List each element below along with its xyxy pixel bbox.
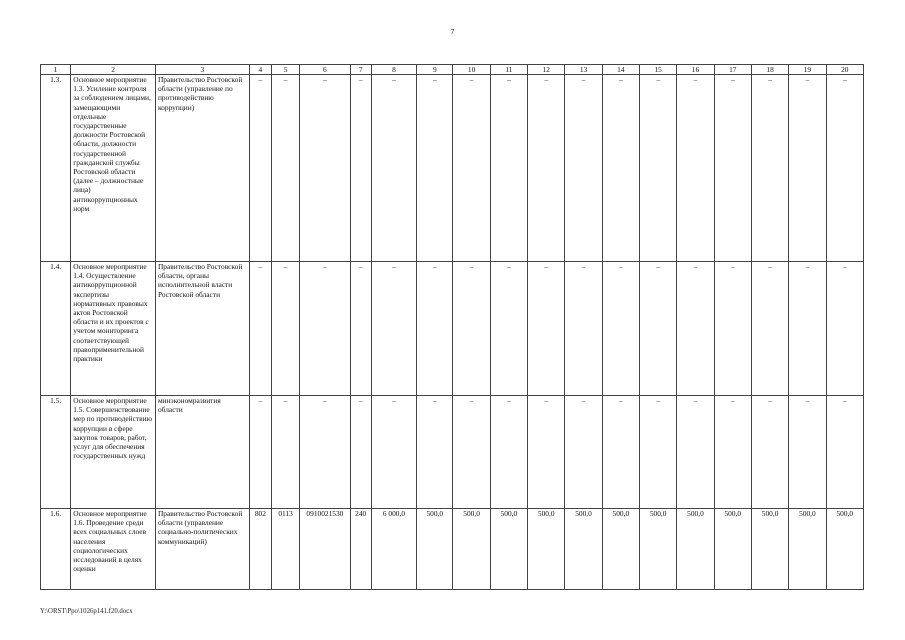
value-cell: – <box>602 396 639 509</box>
value-cell: – <box>751 396 788 509</box>
program-table <box>40 64 864 590</box>
value-cell: – <box>789 262 826 396</box>
value-cell: – <box>826 396 863 509</box>
value-cell: – <box>417 262 453 396</box>
column-header-11: 11 <box>490 65 527 75</box>
value-cell: – <box>350 396 371 509</box>
column-header-2: 2 <box>71 65 156 75</box>
value-cell: – <box>565 262 602 396</box>
value-cell: – <box>528 262 565 396</box>
value-cell: – <box>453 75 490 262</box>
value-cell: – <box>490 75 527 262</box>
value-cell: – <box>371 262 416 396</box>
value-cell: – <box>640 262 677 396</box>
value-cell: – <box>300 262 350 396</box>
value-cell: – <box>528 396 565 509</box>
value-cell: – <box>249 75 271 262</box>
value-cell: 500,0 <box>677 509 714 590</box>
value-cell: – <box>714 396 751 509</box>
executor: Правительство Ростовской области (управление по противодействию коррупции) <box>155 75 249 262</box>
value-cell: – <box>751 262 788 396</box>
value-cell: – <box>751 75 788 262</box>
value-cell: – <box>565 75 602 262</box>
value-cell: 500,0 <box>789 509 826 590</box>
column-header-5: 5 <box>271 65 299 75</box>
value-cell: – <box>714 262 751 396</box>
value-cell: 0113 <box>271 509 299 590</box>
column-header-13: 13 <box>565 65 602 75</box>
value-cell: – <box>640 75 677 262</box>
value-cell: 500,0 <box>640 509 677 590</box>
activity-name: Основное мероприятие 1.4. Осуществление антикоррупционной экспертизы нормативных правовых актов Ростовской области и их проектов с учетом мониторинга соответствующей правоприменительной практики <box>71 262 156 396</box>
value-cell: – <box>602 75 639 262</box>
value-cell: 500,0 <box>714 509 751 590</box>
value-cell: – <box>300 75 350 262</box>
column-header-7: 7 <box>350 65 371 75</box>
executor: минэкономразвития области <box>155 396 249 509</box>
value-cell: – <box>789 396 826 509</box>
column-header-3: 3 <box>155 65 249 75</box>
value-cell: – <box>453 262 490 396</box>
value-cell: – <box>602 262 639 396</box>
value-cell: – <box>249 396 271 509</box>
table-row <box>41 75 864 262</box>
header-row <box>41 65 864 75</box>
value-cell: 500,0 <box>490 509 527 590</box>
value-cell: – <box>789 75 826 262</box>
page-number: 7 <box>450 27 455 36</box>
value-cell: – <box>371 396 416 509</box>
row-number: 1.3. <box>41 75 71 262</box>
column-header-4: 4 <box>249 65 271 75</box>
table-row <box>41 509 864 590</box>
table-row <box>41 396 864 509</box>
column-header-15: 15 <box>640 65 677 75</box>
value-cell: 500,0 <box>602 509 639 590</box>
value-cell: – <box>350 262 371 396</box>
column-header-18: 18 <box>751 65 788 75</box>
value-cell: 500,0 <box>417 509 453 590</box>
value-cell: – <box>249 262 271 396</box>
column-header-20: 20 <box>826 65 863 75</box>
value-cell: – <box>826 75 863 262</box>
value-cell: – <box>350 75 371 262</box>
value-cell: – <box>714 75 751 262</box>
executor: Правительство Ростовской области, органы исполнительной власти Ростовской области <box>155 262 249 396</box>
value-cell: – <box>826 262 863 396</box>
row-number: 1.4. <box>41 262 71 396</box>
column-header-9: 9 <box>417 65 453 75</box>
value-cell: 240 <box>350 509 371 590</box>
value-cell: – <box>490 262 527 396</box>
value-cell: – <box>271 262 299 396</box>
file-path-footer: Y:\ORST\Ppo\1026p141.f20.docx <box>40 608 133 615</box>
column-header-19: 19 <box>789 65 826 75</box>
value-cell: – <box>271 396 299 509</box>
value-cell: – <box>677 262 714 396</box>
value-cell: – <box>640 396 677 509</box>
value-cell: – <box>453 396 490 509</box>
value-cell: – <box>528 75 565 262</box>
value-cell: 500,0 <box>826 509 863 590</box>
column-header-6: 6 <box>300 65 350 75</box>
value-cell: 802 <box>249 509 271 590</box>
value-cell: – <box>565 396 602 509</box>
value-cell: 0910021530 <box>300 509 350 590</box>
value-cell: – <box>490 396 527 509</box>
activity-name: Основное мероприятие 1.5. Совершенствование мер по противодействию коррупции в сфере закупок товаров, работ, услуг для обеспечения государственных нужд <box>71 396 156 509</box>
value-cell: – <box>417 75 453 262</box>
value-cell: 500,0 <box>528 509 565 590</box>
value-cell: 500,0 <box>751 509 788 590</box>
column-header-1: 1 <box>41 65 71 75</box>
activity-name: Основное мероприятие 1.3. Усиление контроля за соблюдением лицами, замещающими отдельные государственные должности Ростовской области, должности государственной гражданской службы Ростовской области (далее – должностные лица) антикоррупционных норм <box>71 75 156 262</box>
value-cell: – <box>417 396 453 509</box>
value-cell: – <box>271 75 299 262</box>
value-cell: – <box>677 75 714 262</box>
row-number: 1.6. <box>41 509 71 590</box>
activity-name: Основное мероприятие 1.6. Проведение среди всех социальных слоев населения социологических исследований в целях оценки <box>71 509 156 590</box>
row-number: 1.5. <box>41 396 71 509</box>
value-cell: 500,0 <box>565 509 602 590</box>
column-header-17: 17 <box>714 65 751 75</box>
column-header-12: 12 <box>528 65 565 75</box>
value-cell: 6 000,0 <box>371 509 416 590</box>
value-cell: 500,0 <box>453 509 490 590</box>
executor: Правительство Ростовской области (управление социально-политических коммуникаций) <box>155 509 249 590</box>
column-header-16: 16 <box>677 65 714 75</box>
column-header-10: 10 <box>453 65 490 75</box>
value-cell: – <box>300 396 350 509</box>
value-cell: – <box>677 396 714 509</box>
column-header-8: 8 <box>371 65 416 75</box>
table-row <box>41 262 864 396</box>
column-header-14: 14 <box>602 65 639 75</box>
value-cell: – <box>371 75 416 262</box>
